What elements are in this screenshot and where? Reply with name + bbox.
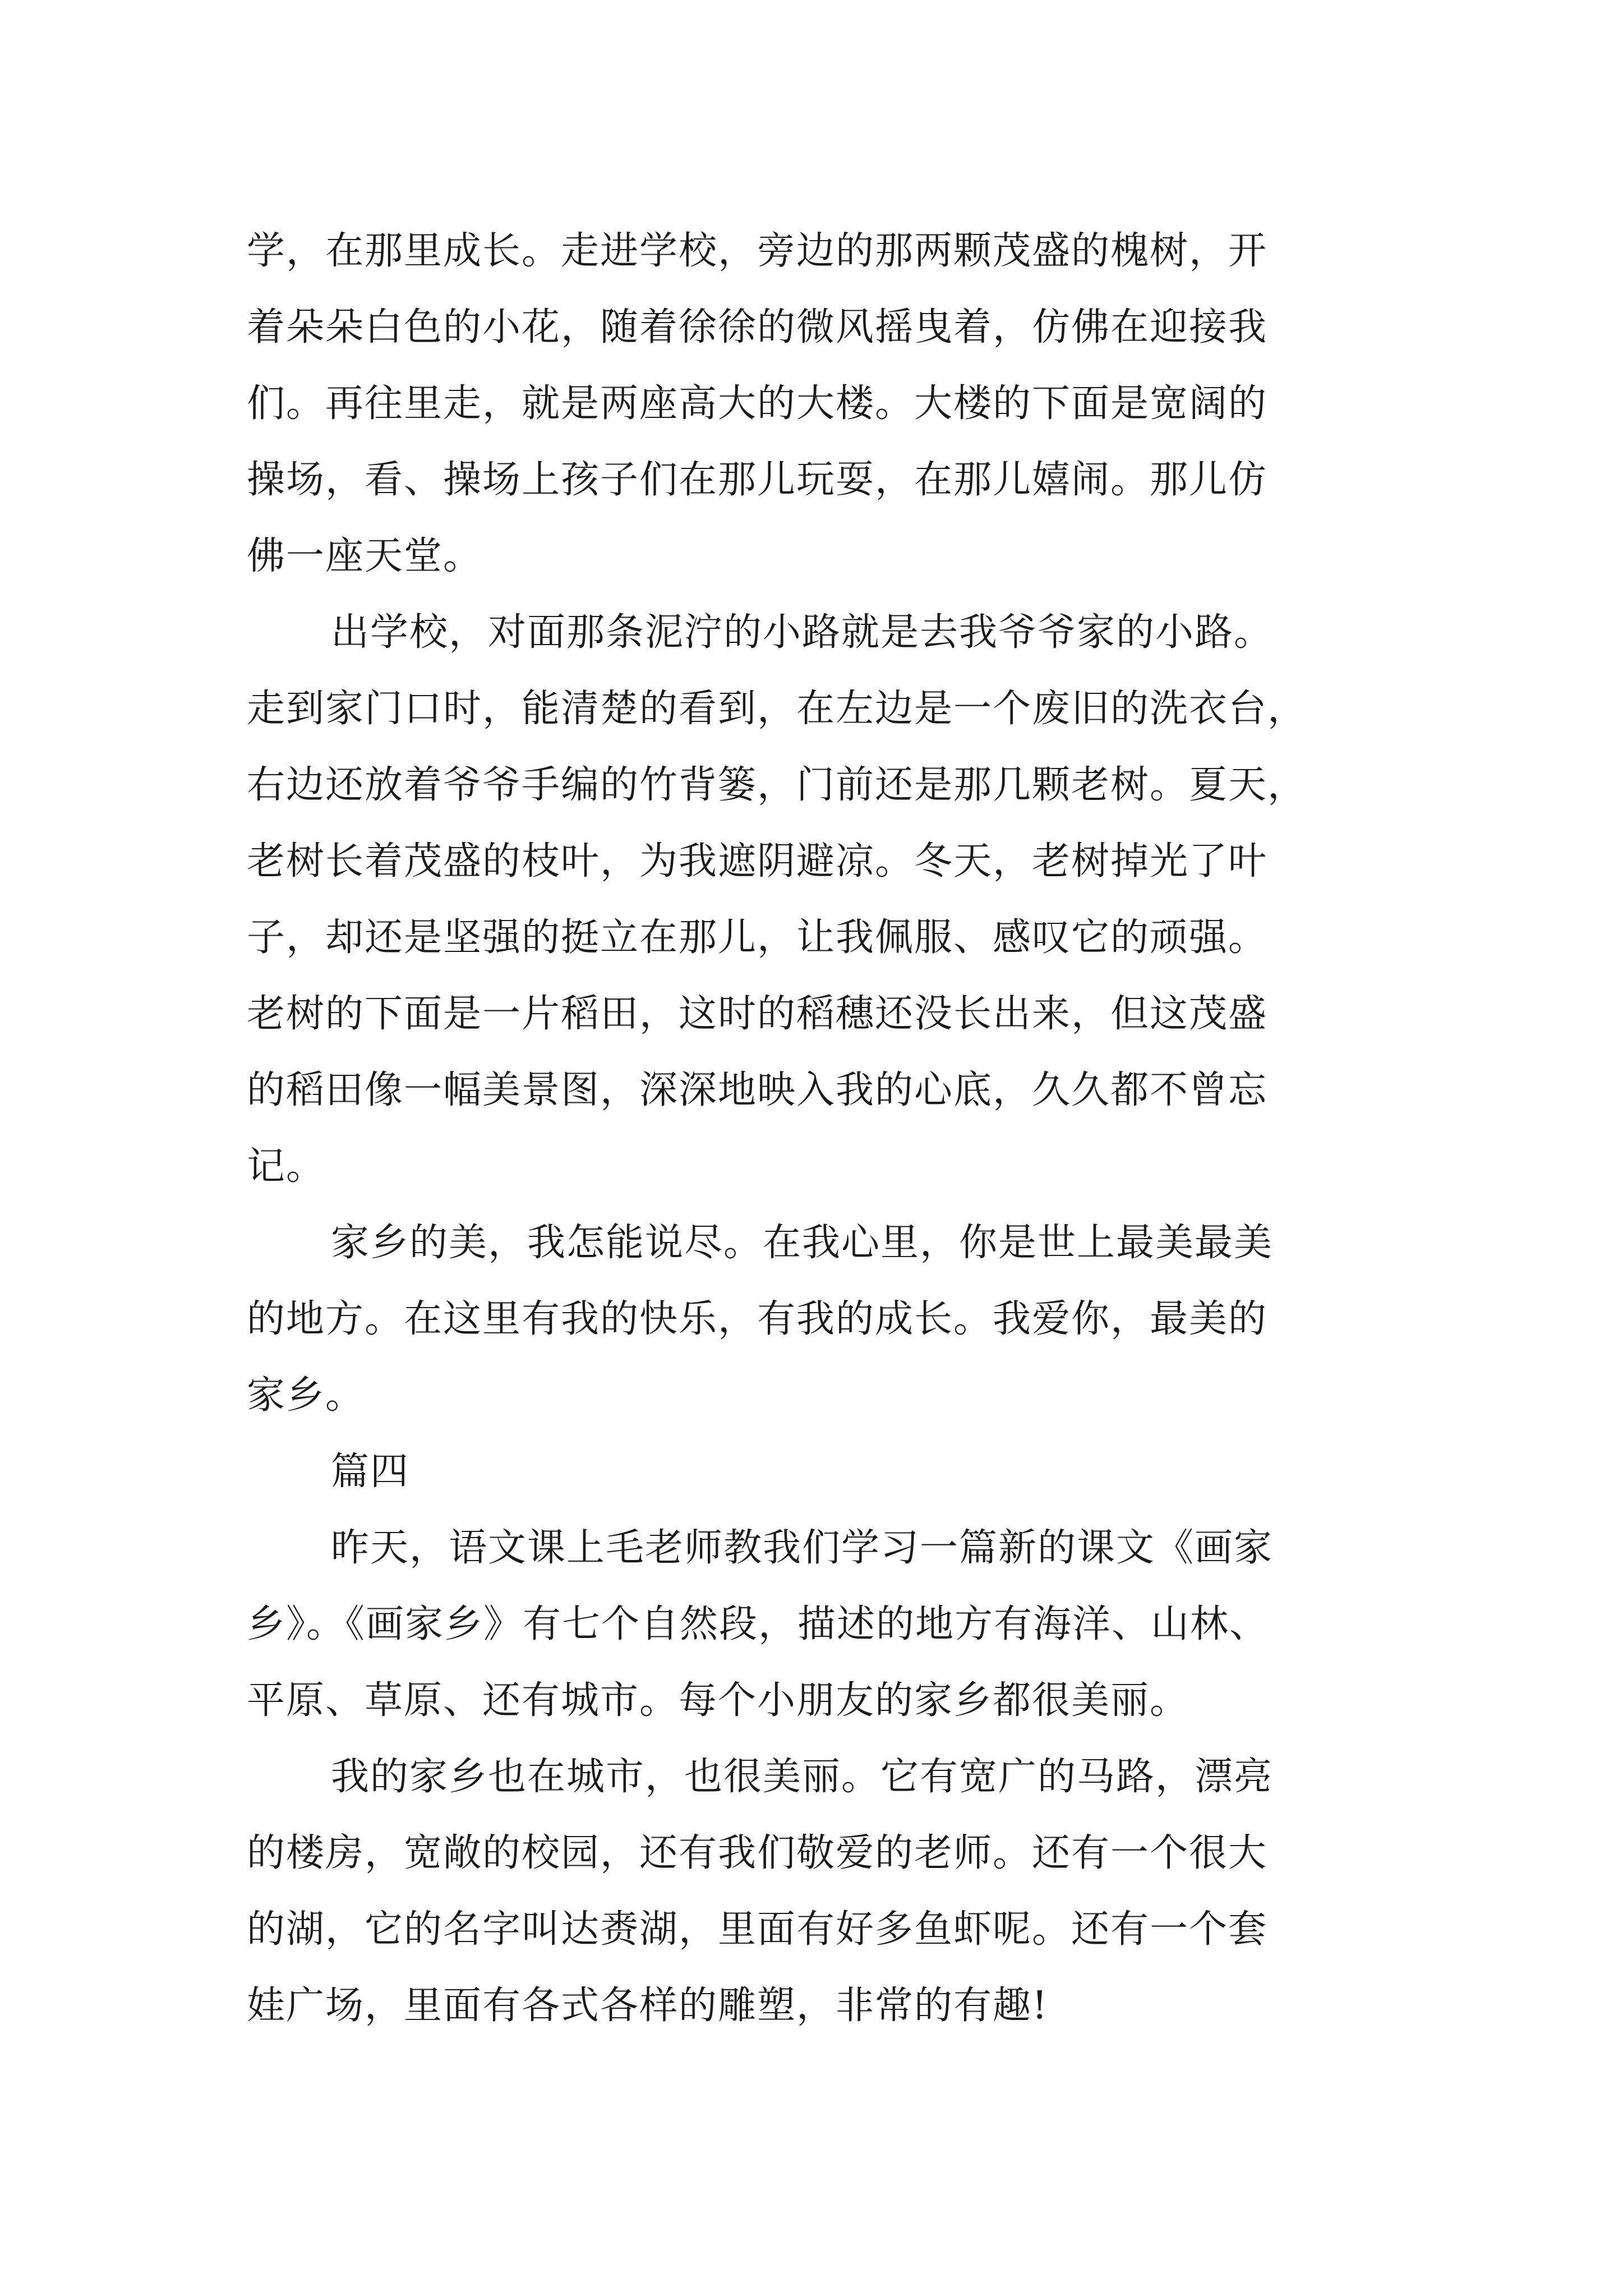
- body-text: [247, 213, 1391, 2044]
- text-line: 操场，看、操场上孩子们在那儿玩耍，在那儿嬉闹。那儿仿: [247, 458, 1268, 502]
- text-line: 平原、草原、还有城市。每个小朋友的家乡都很美丽。: [247, 1678, 1189, 1723]
- text-line: 老树长着茂盛的枝叶，为我遮阴避凉。冬天，老树掉光了叶: [247, 839, 1268, 884]
- text-line: 的地方。在这里有我的快乐，有我的成长。我爱你，最美的: [247, 1297, 1268, 1341]
- text-line: 老树的下面是一片稻田，这时的稻穗还没长出来，但这茂盛: [247, 992, 1268, 1036]
- text-line: 佛一座天堂。: [247, 534, 483, 578]
- text-line: 的稻田像一幅美景图，深深地映入我的心底，久久都不曾忘: [247, 1068, 1268, 1112]
- paragraph-start-line: 我的家乡也在城市，也很美丽。它有宽广的马路，漂亮: [331, 1755, 1274, 1799]
- paragraph-start-line: 昨天，语文课上毛老师教我们学习一篇新的课文《画家: [331, 1526, 1274, 1570]
- text-line: 的楼房，宽敞的校园，还有我们敬爱的老师。还有一个很大: [247, 1831, 1268, 1875]
- section-heading: 篇四: [331, 1450, 410, 1494]
- text-line: 右边还放着爷爷手编的竹背篓，门前还是那几颗老树。夏天，: [247, 763, 1307, 807]
- paragraph-start-line: 家乡的美，我怎能说尽。在我心里，你是世上最美最美: [331, 1221, 1274, 1265]
- text-line: 子，却还是坚强的挺立在那儿，让我佩服、感叹它的顽强。: [247, 915, 1268, 960]
- text-line: 记。: [247, 1144, 326, 1189]
- text-line: 着朵朵白色的小花，随着徐徐的微风摇曳着，仿佛在迎接我: [247, 305, 1268, 349]
- paragraph-start-line: 出学校，对面那条泥泞的小路就是去我爷爷家的小路。: [331, 610, 1274, 655]
- text-line: 学，在那里成长。走进学校，旁边的那两颗茂盛的槐树，开: [247, 229, 1268, 273]
- text-line: 家乡。: [247, 1373, 365, 1418]
- text-line: 们。再往里走，就是两座高大的大楼。大楼的下面是宽阔的: [247, 381, 1268, 426]
- text-line: 的湖，它的名字叫达赉湖，里面有好多鱼虾呢。还有一个套: [247, 1907, 1268, 1952]
- text-line: 娃广场，里面有各式各样的雕塑，非常的有趣!: [247, 1984, 1049, 2028]
- text-line: 走到家门口时，能清楚的看到，在左边是一个废旧的洗衣台，: [247, 687, 1307, 731]
- text-line: 乡》。《画家乡》有七个自然段，描述的地方有海洋、山林、: [247, 1602, 1269, 1646]
